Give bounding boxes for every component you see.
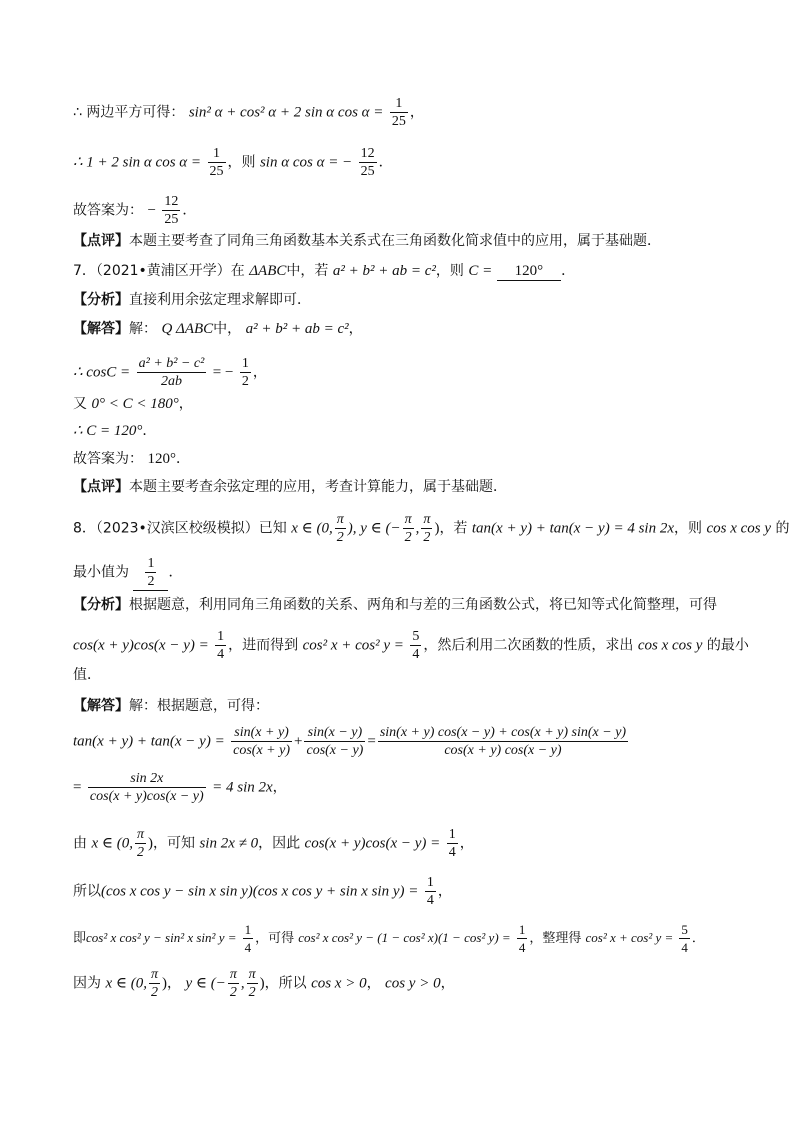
fraction [403,511,414,546]
fraction [208,145,226,180]
fraction [335,511,346,546]
formula: cos(x + y)cos(x − y) = [304,835,441,852]
question-8-answer [73,555,182,591]
formula: ΔABC [249,263,287,279]
text: 直接利用余弦定理求解即可． [129,292,311,308]
denominator: 2 [248,985,256,1000]
question-text: 8．（2023•汉滨区校级模拟）已知 [73,520,287,537]
numerator: 12 [164,194,179,209]
question-7 [73,262,575,281]
denominator: 4 [217,647,225,662]
equation-line [73,770,287,805]
formula: ) [259,975,265,992]
denominator: 4 [412,647,420,662]
formula: x ∈ (0, [105,975,147,992]
text: 本题主要考查了同角三角函数基本关系式在三角函数化简求值中的应用，属于基础题． [129,233,661,249]
formula: = [73,779,82,796]
solution-line [73,320,363,338]
equation-line [73,826,474,861]
text: ， [409,104,424,121]
formula: , [415,520,420,537]
text: ． [691,931,705,946]
text: ． [561,263,576,279]
formula: C = [468,263,493,279]
formula: sin 2x ≠ 0 [199,835,259,852]
numerator: 1 [147,556,155,571]
analysis-line [73,666,101,684]
denominator: 2 [336,530,344,545]
denominator: 2 [241,374,249,389]
fraction [421,511,432,546]
numerator: sin 2x [88,770,206,788]
formula: ∴ C = 120° [73,423,143,439]
text: 中，若 [286,263,329,279]
formula: ∴ 1 + 2 sin α cos α = [73,154,202,171]
fraction [390,95,408,130]
comment-tag: 【点评】 [73,479,129,495]
answer-line [73,450,190,468]
denominator: cos(x + y) cos(x − y) [444,743,562,758]
denominator: 25 [209,164,224,179]
formula: cos x > 0 [311,975,367,992]
text: ，可得 [255,931,295,946]
denominator: 25 [164,212,179,227]
equation-line [73,724,630,759]
formula: cos y > 0 [385,975,441,992]
fraction [447,826,458,861]
fraction [162,193,180,228]
fraction [149,966,160,1001]
denominator: 4 [244,940,252,955]
fraction [228,966,239,1001]
fraction [240,355,251,390]
denominator: 4 [426,893,434,908]
text: ． [175,451,190,467]
fraction [243,921,254,956]
text: ． [378,154,393,171]
fraction [88,770,206,805]
numerator: π [404,512,412,527]
comment-line [73,232,661,250]
denominator: cos(x − y) [306,743,364,758]
formula: y ∈ (− [185,975,226,992]
numerator: 5 [412,629,420,644]
solution-line [73,355,267,390]
fraction [304,724,365,759]
numerator: 5 [681,922,688,937]
numerator: π [248,967,256,982]
numerator: sin(x + y) [231,724,292,742]
text: ， [366,975,381,992]
text: 中， [213,321,242,337]
fraction [145,555,156,590]
text: ，整理得 [529,931,582,946]
comment-tag: 【点评】 [73,233,129,249]
text: 由 [73,835,87,852]
text: ∴ 两边平方可得： [73,104,185,121]
text: 的 [775,520,790,537]
text: ，所以 [264,975,307,992]
numerator: π [150,967,158,982]
text: ，则 [674,520,702,537]
fraction [135,826,146,861]
text: ， [440,975,455,992]
numerator: π [229,967,237,982]
text: 根据题意，利用同角三角函数的关系、两角和与差的三角函数公式，将已知等式化简整理，可得 [129,597,717,613]
denominator: 2 [147,574,155,589]
formula: 0° < C < 180° [91,396,179,412]
numerator: 1 [390,95,408,113]
denominator: 2ab [160,374,182,389]
formula: ∴ cosC = [73,364,131,381]
text: ，则 [435,263,464,279]
formula: tan(x + y) + tan(x − y) = 4 sin 2x [471,520,674,537]
fraction [679,921,690,956]
text: 又 [73,396,87,412]
formula: a² + b² + ab = c² [245,321,349,337]
formula: , [240,975,245,992]
text: 即 [73,931,87,946]
text: ， [178,396,193,412]
numerator: 12 [360,146,375,161]
analysis-line [73,291,311,309]
text: 本题主要考查余弦定理的应用，考查计算能力，属于基础题． [129,479,507,495]
numerator: π [423,512,431,527]
formula: = [367,733,376,750]
numerator: sin(x − y) [304,724,365,742]
formula: 120° [147,451,176,467]
numerator: a² + b² − c² [138,356,205,371]
denominator: cos(x + y) [233,743,291,758]
formula: + [294,733,303,750]
denominator: 2 [423,530,431,545]
text: ，进而得到 [228,637,299,654]
fraction [359,145,377,180]
formula: = − [212,364,234,381]
denominator: 4 [448,845,456,860]
formula: ) [147,835,153,852]
formula: Q ΔABC [161,321,214,337]
formula: tan(x + y) + tan(x − y) = [73,733,225,750]
formula: cos x cos y [706,520,772,537]
text: ，然后利用二次函数的性质，求出 [423,637,634,654]
formula: sin² α + cos² α + 2 sin α cos α = [188,104,384,121]
text: ， [166,975,181,992]
text: 故答案为： [73,202,143,219]
answer-blank: 120° [497,262,562,281]
solution-line [73,697,269,715]
fraction [215,628,226,663]
text: ． [182,202,197,219]
formula: cos(x + y)cos(x − y) = [73,637,209,654]
text: 最小值为 [73,564,129,581]
solution-tag: 【解答】 [73,698,129,714]
numerator: 1 [217,629,225,644]
solution-line [73,145,393,180]
answer-line [73,193,196,228]
text: ，因此 [258,835,301,852]
denominator: 2 [136,845,144,860]
text: 因为 [73,975,101,992]
formula: a² + b² + ab = c² [332,263,436,279]
denominator: 2 [404,530,412,545]
formula: ) [161,975,167,992]
text: 解：根据题意，可得： [129,698,269,714]
text: ． [168,564,183,581]
denominator: cos(x + y)cos(x − y) [89,789,204,804]
formula: = 4 sin 2x [212,779,273,796]
numerator: 1 [241,356,249,371]
equation-line [73,921,705,956]
formula: x ∈ (0, [91,835,133,852]
numerator: 1 [426,875,434,890]
numerator: sin(x + y) cos(x − y) + cos(x + y) sin(x − y) [379,725,627,740]
formula: x ∈ (0, [291,520,333,537]
denominator: 2 [150,985,158,1000]
denominator: 4 [681,940,688,955]
formula: cos² x + cos² y = [302,637,404,654]
text: ，则 [227,154,256,171]
analysis-tag: 【分析】 [73,292,129,308]
formula: cos² x cos² y − (1 − cos² x)(1 − cos² y) = [298,930,511,945]
denominator: 25 [360,164,375,179]
solution-tag: 【解答】 [73,321,129,337]
text: ， [348,321,363,337]
numerator: 1 [208,145,226,163]
formula: (cos x cos y − sin x sin y)(cos x cos y + sin x sin y) = [101,883,419,900]
formula: ) [434,520,440,537]
question-8 [73,511,789,546]
formula: − [147,202,156,219]
text: 解： [129,321,157,337]
solution-line [73,395,193,413]
comment-line [73,478,507,496]
text: ， [252,364,267,381]
formula: ), y ∈ (− [347,520,401,537]
formula: cos² x cos² y − sin² x sin² y = [86,930,237,945]
formula: cos² x + cos² y = [585,930,674,945]
numerator: 1 [518,922,526,937]
answer-blank [133,555,168,591]
equation-line [73,874,452,909]
numerator: 1 [448,827,456,842]
text: ，可知 [152,835,195,852]
text: ， [272,779,287,796]
text: 值． [73,667,101,683]
formula: sin α cos α = − [259,154,353,171]
fraction [231,724,292,759]
numerator: π [136,827,144,842]
equation-line [73,966,455,1001]
fraction [410,628,421,663]
solution-line [73,422,156,440]
analysis-tag: 【分析】 [73,597,129,613]
fraction [517,921,528,956]
text: ， [459,835,474,852]
text: ． [142,423,157,439]
numerator: π [336,512,344,527]
analysis-line [73,596,717,614]
denominator: 4 [518,940,526,955]
solution-line [73,95,424,130]
text: ，若 [439,520,468,537]
fraction [378,724,628,759]
numerator: 1 [244,922,252,937]
text: 故答案为： [73,451,143,467]
text: 所以 [73,883,101,900]
denominator: 2 [229,985,237,1000]
analysis-line [73,628,749,663]
question-text: 7．（2021•黄浦区开学）在 [73,263,245,279]
fraction [425,874,436,909]
text: ， [437,883,452,900]
fraction [247,966,258,1001]
fraction [137,355,207,390]
text: 的最小 [706,637,749,654]
formula: cos x cos y [637,637,703,654]
denominator: 25 [391,114,406,129]
